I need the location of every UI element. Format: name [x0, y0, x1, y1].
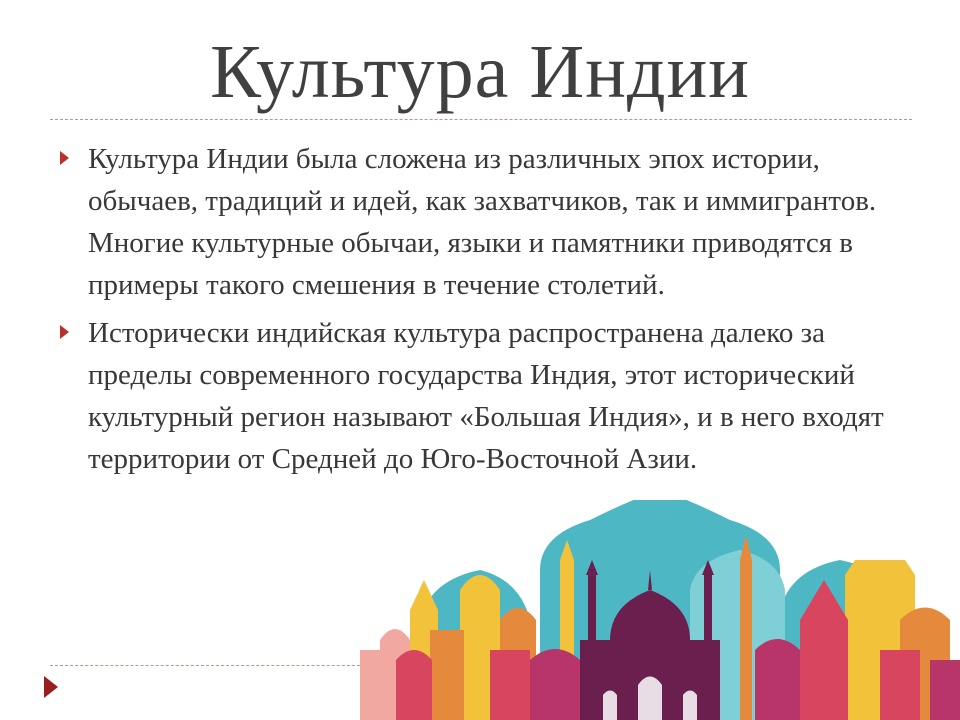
- bullet-text: Культура Индии была сложена из различных эпох истории, обычаев, традиций и идей, как захватчиков, так и иммигрантов. Многие культурные обычаи, языки и памятники приводятся в примеры такого смешения в течение столетий.: [88, 143, 877, 301]
- bullet-arrow-icon: [60, 151, 69, 165]
- bottom-divider: [50, 665, 380, 666]
- list-item: [60, 138, 910, 306]
- list-item: [60, 312, 910, 480]
- play-arrow-icon[interactable]: [44, 676, 58, 698]
- bullet-list: [60, 138, 910, 486]
- india-skyline-illustration: [360, 500, 960, 720]
- bullet-text: Исторически индийская культура распространена далеко за пределы современного государства Индия, этот исторический культурный регион называют «Большая Индия», и в него входят территории от Средней до Юго-Восточной Азии.: [88, 317, 884, 475]
- slide-title: Культура Индии: [210, 30, 750, 114]
- bullet-arrow-icon: [60, 325, 69, 339]
- top-divider: [50, 119, 912, 120]
